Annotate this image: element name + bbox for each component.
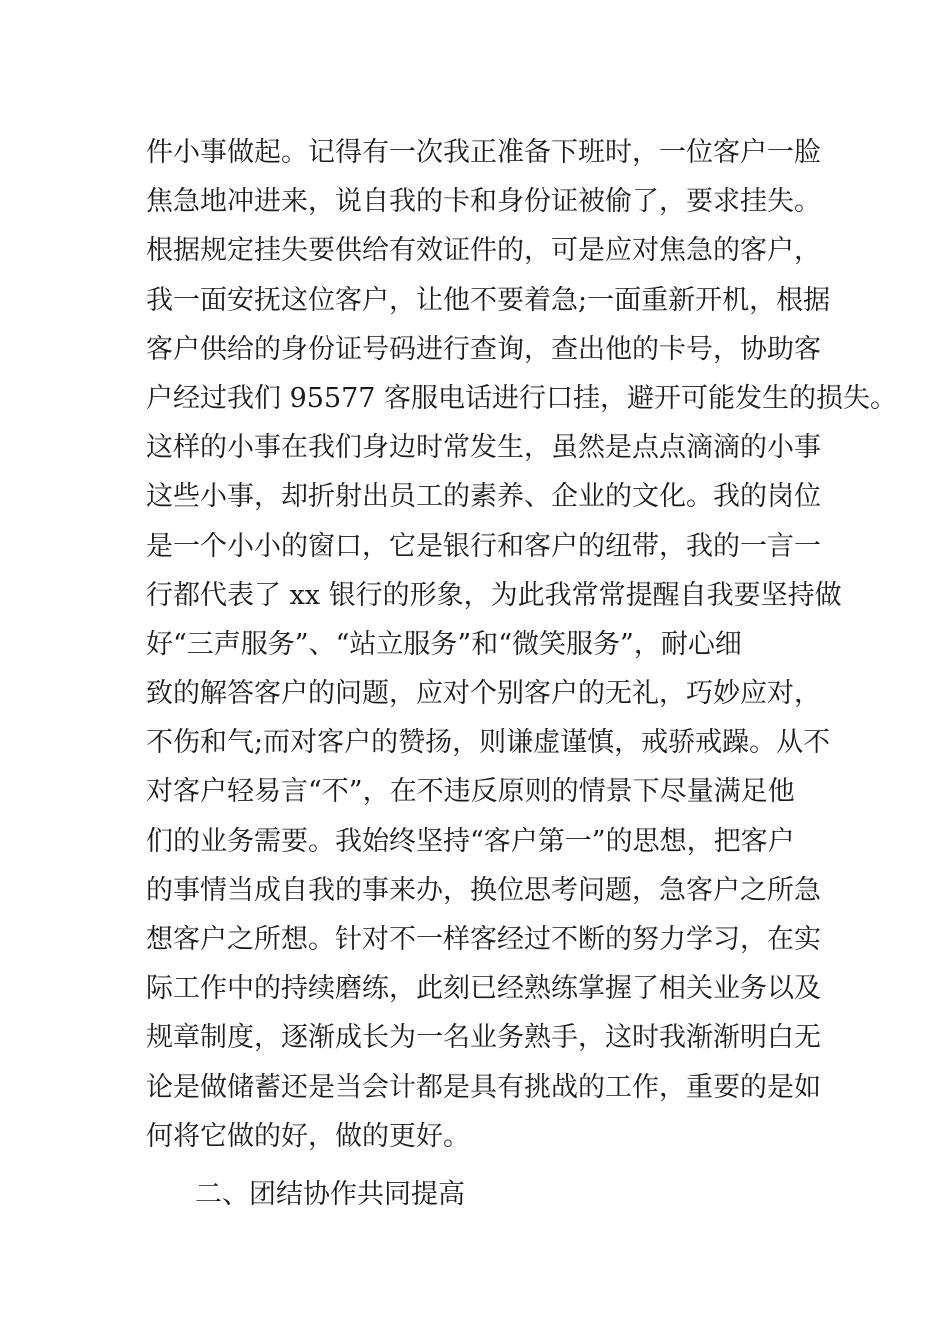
text-line: 我一面安抚这位客户，让他不要着急;一面重新开机，根据 [146,284,831,316]
text-line: 想客户之所想。针对不一样客经过不断的努力学习，在实 [146,924,821,955]
text-line: 户经过我们 95577 客服电话进行口挂，避开可能发生的损失。 [146,382,898,414]
text-line: 这些小事，却折射出员工的素养、企业的文化。我的岗位 [146,481,821,513]
text-line: 客户供给的身份证号码进行查询，查出他的卡号，协助客 [146,333,821,365]
text-line: 规章制度，逐渐成长为一名业务熟手，这时我渐渐明白无 [146,1022,821,1054]
section-heading: 二、团结协作共同提高 [195,1179,465,1210]
text-line: 行都代表了 xx 银行的形象，为此我常常提醒自我要坚持做 [146,579,842,611]
text-line: 论是做储蓄还是当会计都是具有挑战的工作，重要的是如 [146,1071,821,1103]
text-line: 不伤和气;而对客户的赞扬，则谦虚谨慎，戒骄戒躁。从不 [146,727,831,759]
text-line: 是一个小小的窗口，它是银行和客户的纽带，我的一言一 [146,530,821,562]
text-line: 这样的小事在我们身边时常发生，虽然是点点滴滴的小事 [146,432,821,464]
body-text [146,128,898,1161]
text-line: 致的解答客户的问题，应对个别客户的无礼，巧妙应对， [146,678,821,710]
text-line: 焦急地冲进来，说自我的卡和身份证被偷了，要求挂失。 [146,186,821,218]
text-line: 件小事做起。记得有一次我正准备下班时，一位客户一脸 [146,137,821,168]
text-line: 的事情当成自我的事来办，换位思考问题，急客户之所急 [146,874,821,906]
text-line: 何将它做的好，做的更好。 [146,1120,470,1152]
text-line: 们的业务需要。我始终坚持“客户第一”的思想，把客户 [146,825,795,857]
text-line: 际工作中的持续磨练，此刻已经熟练掌握了相关业务以及 [146,973,821,1005]
text-line: 对客户轻易言“不”，在不违反原则的情景下尽量满足他 [146,776,795,808]
text-line: 好“三声服务”、“站立服务”和“微笑服务”，耐心细 [146,628,742,660]
text-line: 根据规定挂失要供给有效证件的，可是应对焦急的客户， [146,235,821,267]
